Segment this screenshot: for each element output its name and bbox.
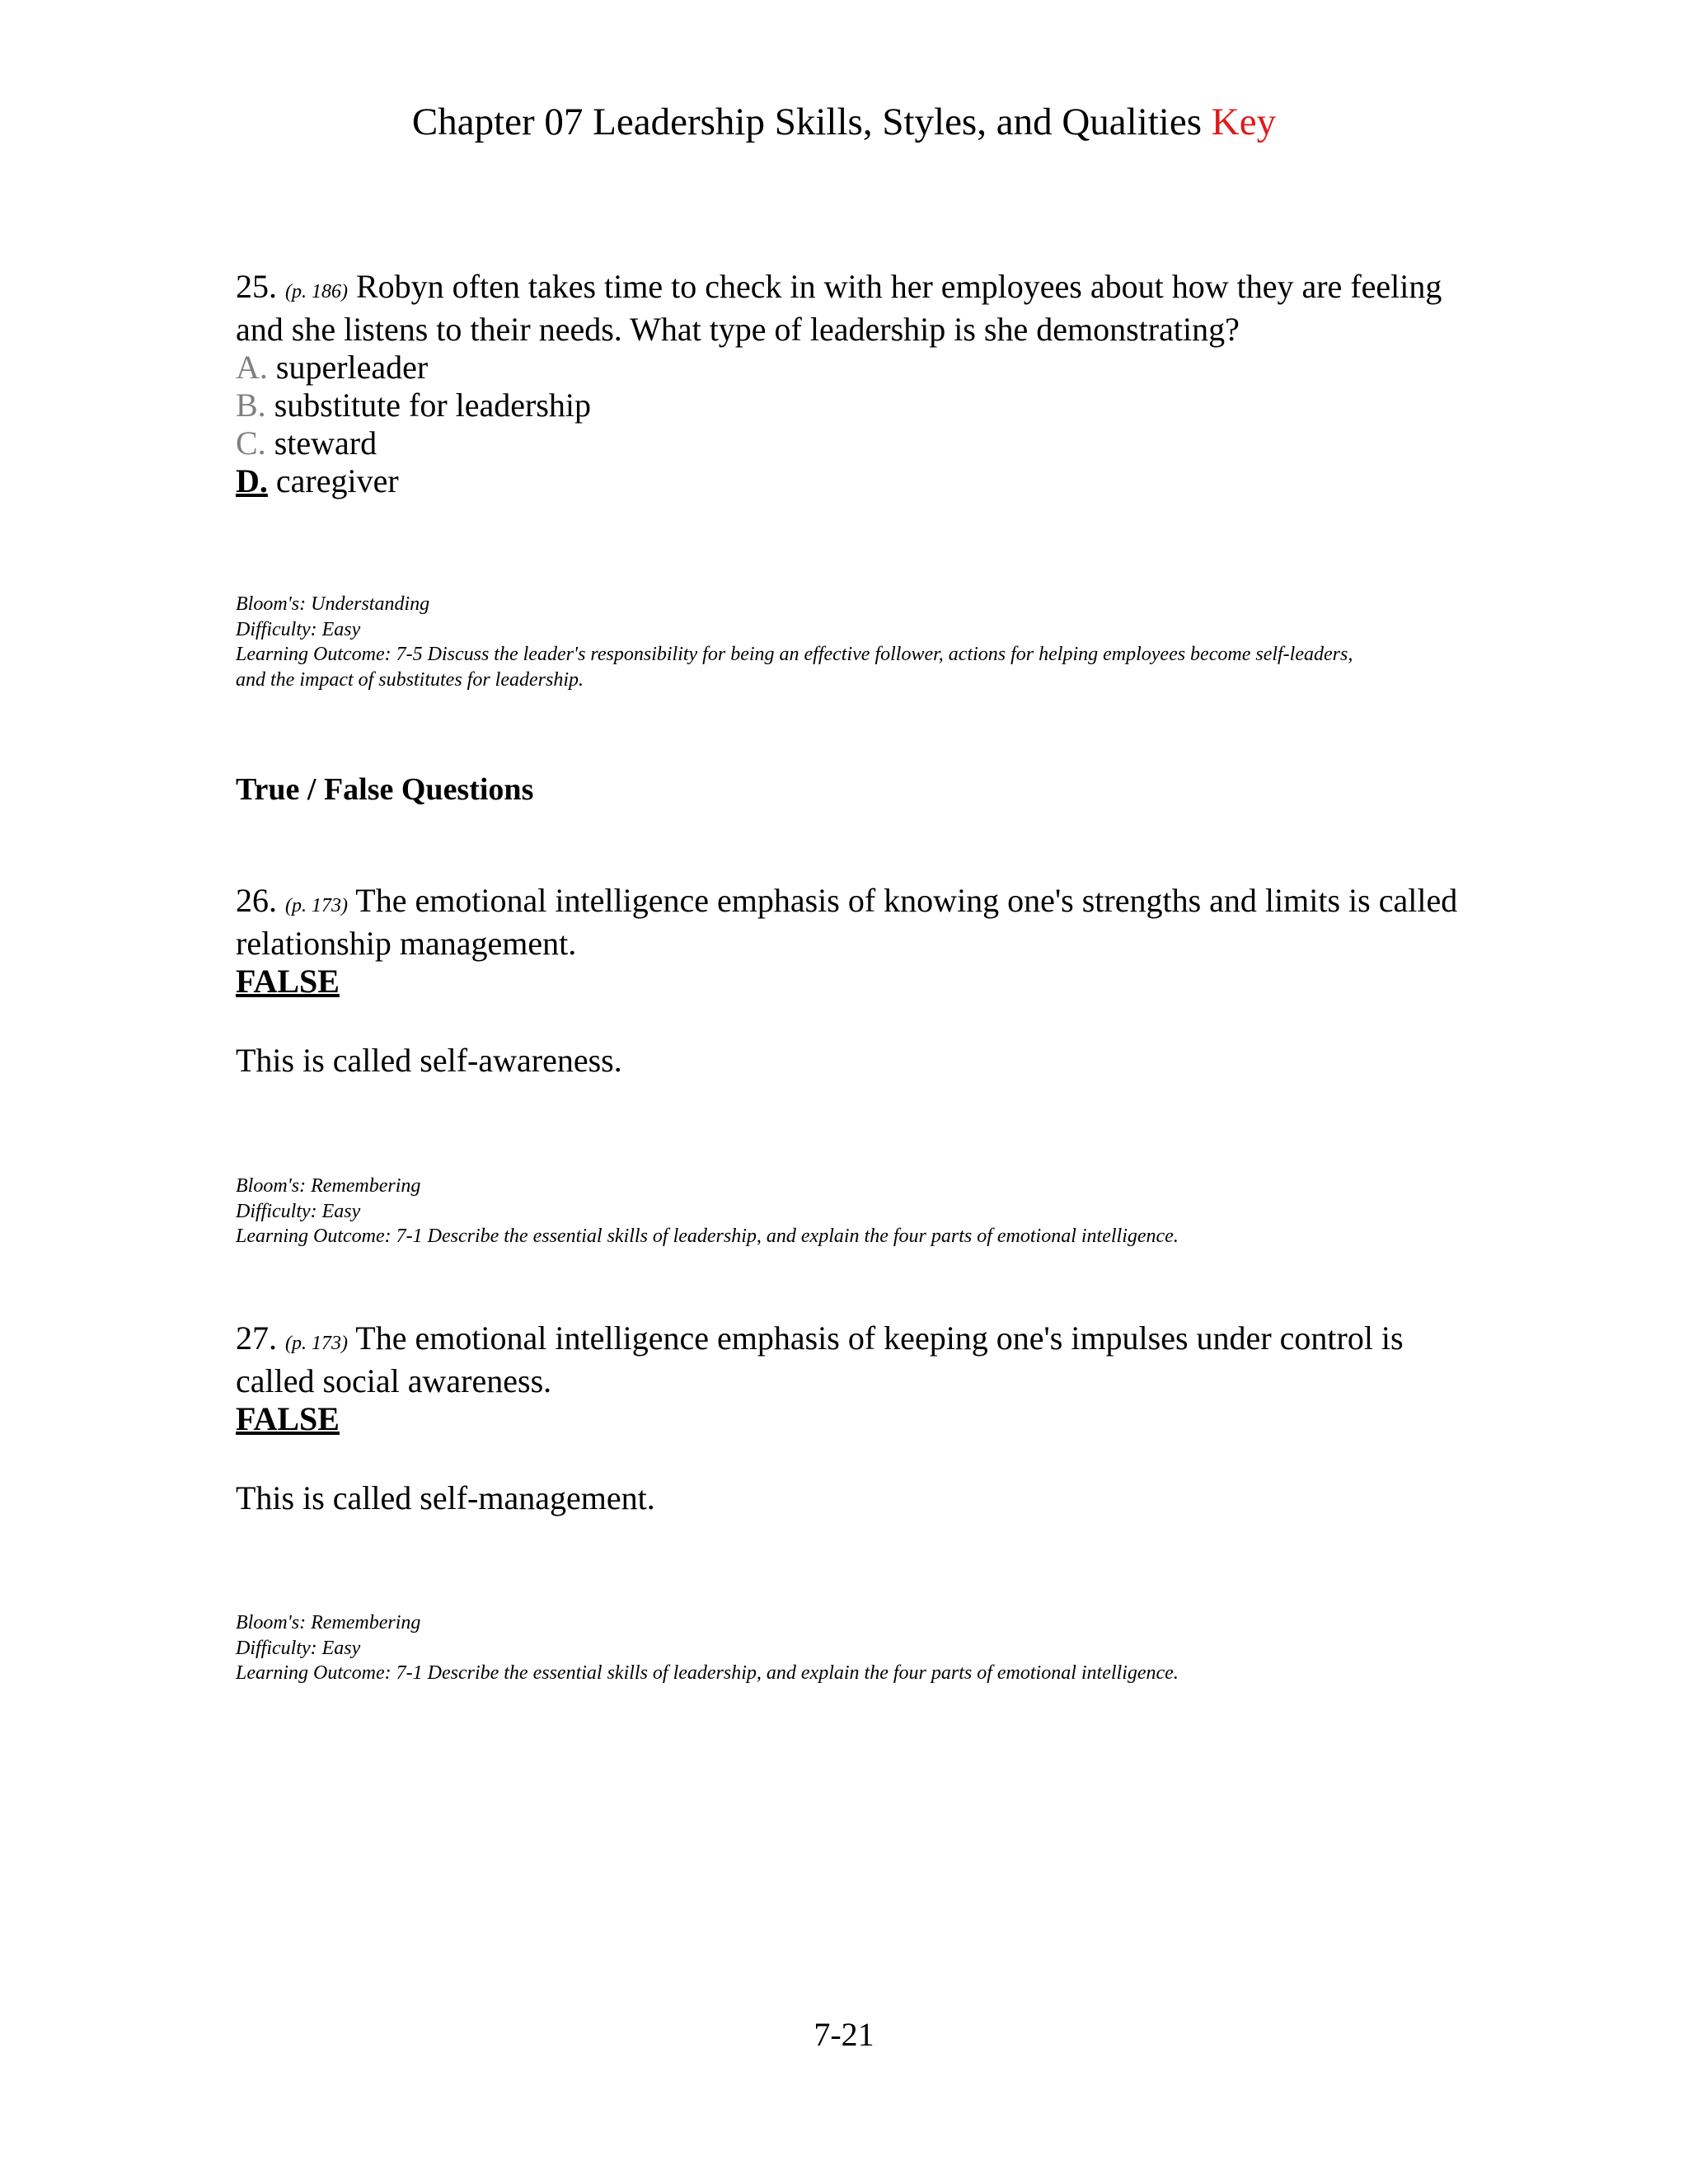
page-reference: (p. 173): [285, 895, 348, 916]
question-text-line1: Robyn often takes time to check in with her employees about how they are feeling: [355, 268, 1442, 305]
explanation: This is called self-awareness.: [236, 1042, 622, 1079]
choice-b: [236, 387, 1472, 424]
choice-letter: C.: [236, 424, 266, 462]
chapter-title: Chapter 07 Leadership Skills, Styles, and Qualities: [411, 101, 1203, 143]
question-27-metadata: [236, 1610, 1472, 1686]
question-text-line2: called social awareness.: [236, 1362, 552, 1399]
choice-a: [236, 349, 1472, 387]
question-26: [236, 882, 1472, 1080]
difficulty: Difficulty: Easy: [236, 1637, 361, 1659]
blooms-level: Bloom's: Remembering: [236, 1175, 421, 1197]
question-text-line2: and she listens to their needs. What type of leadership is she demonstrating?: [236, 311, 1240, 348]
choice-d-correct: [236, 462, 1472, 500]
question-text-line1: The emotional intelligence emphasis of keeping one's impulses under control is: [355, 1319, 1404, 1357]
choice-c: [236, 424, 1472, 462]
section-heading: True / False Questions: [236, 772, 534, 807]
question-27: [236, 1319, 1472, 1517]
blooms-level: Bloom's: Remembering: [236, 1612, 421, 1633]
choice-text: steward: [274, 424, 377, 462]
correct-choice-letter: D.: [236, 462, 268, 499]
page-number: 7-21: [814, 2016, 874, 2053]
question-number: 26.: [236, 882, 277, 919]
page-reference: (p. 173): [285, 1333, 348, 1354]
difficulty: Difficulty: Easy: [236, 1200, 361, 1222]
question-26-stem: [236, 882, 1472, 963]
question-number: 25.: [236, 268, 277, 305]
question-number: 27.: [236, 1319, 277, 1357]
choice-text: superleader: [275, 349, 429, 386]
question-27-stem: [236, 1319, 1472, 1400]
learning-outcome-line1: Learning Outcome: 7-1 Describe the essential skills of leadership, and explain the four parts of emotional intelligence.: [236, 1662, 1179, 1684]
choice-text: substitute for leadership: [274, 387, 592, 424]
choice-letter: A.: [236, 349, 268, 386]
question-25-stem: [236, 268, 1472, 349]
question-25-metadata: [236, 592, 1472, 692]
question-text-line1: The emotional intelligence emphasis of knowing one's strengths and limits is called: [355, 882, 1458, 919]
choice-letter: B.: [236, 387, 266, 424]
choice-text: caregiver: [275, 462, 399, 499]
blooms-level: Bloom's: Understanding: [236, 593, 430, 615]
answer: FALSE: [236, 963, 340, 1000]
learning-outcome-line1: Learning Outcome: 7-5 Discuss the leader's responsibility for being an effective follower, actions for helping employees become self-leaders,: [236, 644, 1353, 665]
question-25: [236, 268, 1472, 500]
learning-outcome-line2: and the impact of substitutes for leadership.: [236, 668, 584, 691]
page-title: [0, 97, 1688, 147]
learning-outcome-line1: Learning Outcome: 7-1 Describe the essential skills of leadership, and explain the four parts of emotional intelligence.: [236, 1226, 1179, 1247]
answer: FALSE: [236, 1400, 340, 1437]
difficulty: Difficulty: Easy: [236, 618, 361, 640]
key-label: Key: [1211, 101, 1277, 143]
question-text-line2: relationship management.: [236, 925, 577, 962]
question-26-metadata: [236, 1174, 1472, 1249]
explanation: This is called self-management.: [236, 1479, 655, 1516]
page-reference: (p. 186): [285, 281, 348, 302]
